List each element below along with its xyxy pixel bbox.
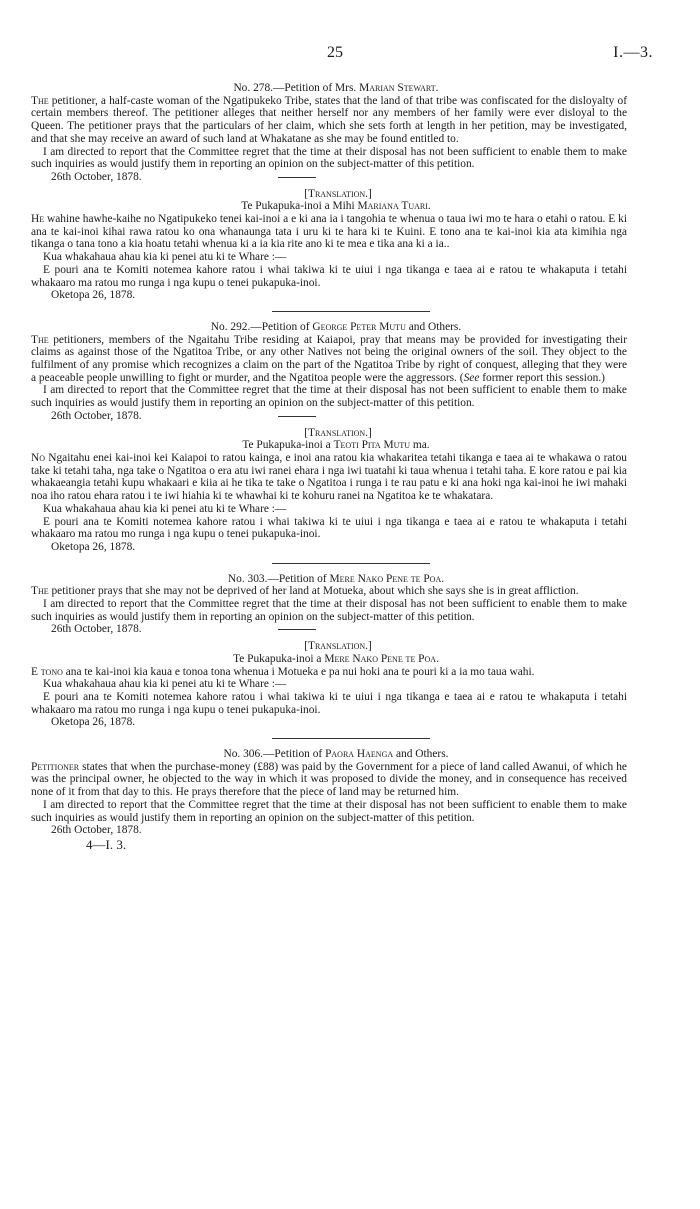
petition-title: No. 292.—Petition of George Peter Mutu and Others. (210, 320, 462, 333)
petition-summary: The petitioners, members of the Ngaitahu Tribe residing at Kaiapoi, pray that means may be provided for investigating their claims as against those of the Ngatitoa Tribe, or any other Natives not being the original owners of the soil. They object to the fulfilment of any promise which recognizes a claim on the part of the Ngatitoa Tribe by right of conquest, alleging that they were a peaceable people unwilling to fight or murder, and the Ngatitoa people were the aggressors. (See former report this session.) (31, 333, 627, 384)
section-divider (272, 563, 430, 564)
page-number: 25 (327, 44, 343, 61)
section-divider (272, 311, 430, 312)
translation-directive: Kua whakahaua ahau kia ki penei atu ki te Whare :— (43, 502, 287, 515)
translation-title: Te Pukapuka-inoi a Mere Nako Pene te Poa. (233, 652, 439, 665)
translation-label: [Translation.] (304, 640, 372, 653)
petition-303 (31, 573, 627, 729)
translation-report: E pouri ana te Komiti notemea kahore ratou i whai takiwa ki te uiui i nga tikanga e taea ai e ratou te whakaputa i tetahi whakaaro ma ratou mo runga i nga kupu o tenei pukapuka-inoi. (31, 690, 627, 716)
petition-306 (31, 748, 627, 852)
document-body (31, 82, 627, 852)
report-date: 26th October, 1878. (51, 623, 142, 636)
petition-summary: The petitioner prays that she may not be deprived of her land at Motueka, about which she says she is in great affliction. (31, 585, 579, 598)
translation-label: [Translation.] (304, 426, 372, 439)
petition-summary: The petitioner, a half-caste woman of the Ngatipukeko Tribe, states that the land of that tribe was confiscated for the disloyalty of certain members thereof. The petitioner alleges that neither herself nor any members of her family were ever disloyal to the Queen. The petitioner prays that the particulars of her claim, which she sets forth at length in her petition, may be investigated, and that she may receive an award of such land at Whakatane as she may be found entitled to. (31, 94, 627, 145)
report-date: 26th October, 1878. (51, 170, 142, 183)
petition-title: No. 306.—Petition of Paora Haenga and Others. (223, 748, 449, 761)
report-date: 26th October, 1878. (51, 409, 142, 422)
translation-summary: He wahine hawhe-kaihe no Ngatipukeko tenei kai-inoi a e ki ana ia i tangohia te whenua o taua iwi mo te hara o etahi o ratou. E ki ana te kai-inoi kihai rawa ratou ko ona whanaunga tata i uru ki te hara ki te Kuini. E tono ana te kai-inoi kia ata kimihia nga tikanga o tana tono a kia hoatu tetahi whenua ki a ia kia rite ano ki te mea e tika ana ki a ia.. (31, 213, 627, 251)
translation-summary: No Ngaitahu enei kai-inoi kei Kaiapoi to ratou kainga, e inoi ana ratou kia whakaritea tetahi tikanga e taea ai te whakawa o ratou take ki tetahi taha, nga take o Ngatitoa o era atu iwi ranei ehara i nga iwi tuatahi ki taua whenua i tetahi taha. E kore ratou e pai kia whakaeangia tetahi kupu whakaari e kiia ai he tika te take o Ngatitoa i runga i te rau patu e ki ana hoki nga kai-inoi he iwi mahaki noa iho ratou ehara ratou i te iwi hiahia ki te whawhai ki te kohuru ranei na Ngatitoa ke te whakatara. (31, 451, 627, 503)
translation-date: Oketopa 26, 1878. (51, 540, 136, 553)
signature-mark: 4—I. 3. (86, 836, 127, 852)
petition-summary: Petitioner states that when the purchase-money (£88) was paid by the Government for a piece of land called Awanui, of which he was the principal owner, he objected to the way in which it was proposed to divide the money, and in consequence has received none of it from that day to this. He prays therefore that the piece of land may be returned him. (31, 760, 627, 799)
short-rule (278, 416, 316, 417)
committee-report: I am directed to report that the Committee regret that the time at their disposal has not been sufficient to enable them to make such inquiries as would justify them in reporting an opinion on the subject-matter of this petition. (31, 798, 627, 824)
translation-date: Oketopa 26, 1878. (51, 289, 136, 302)
short-rule (278, 629, 316, 630)
section-divider (272, 738, 430, 739)
committee-report: I am directed to report that the Committee regret that the time at their disposal has not been sufficient to enable them to make such inquiries as would justify them in reporting an opinion on the subject-matter of this petition. (31, 384, 627, 410)
committee-report: I am directed to report that the Committee regret that the time at their disposal has not been sufficient to enable them to make such inquiries as would justify them in reporting an opinion on the subject-matter of this petition. (31, 598, 627, 623)
translation-directive: Kua whakahaua ahau kia ki penei atu ki te Whare :— (43, 251, 287, 264)
translation-directive: Kua whakahaua ahau kia ki penei atu ki te Whare :— (43, 678, 287, 691)
translation-title: Te Pukapuka-inoi a Teoti Pita Mutu ma. (242, 439, 430, 452)
petition-278 (31, 82, 627, 302)
report-date: 26th October, 1878. (51, 824, 142, 837)
translation-report: E pouri ana te Komiti notemea kahore ratou i whai takiwa ki te uiui i nga tikanga e taea ai e ratou te whakaputa i tetahi whakaaro ma ratou mo runga i nga kupu o tenei pukapuka-inoi. (31, 263, 627, 289)
committee-report: I am directed to report that the Committee regret that the time at their disposal has not been sufficient to enable them to make such inquiries as would justify them in reporting an opinion on the subject-matter of this petition. (31, 145, 627, 171)
petition-292 (31, 321, 627, 554)
petition-title: No. 303.—Petition of Mere Nako Pene te Poa. (227, 572, 445, 585)
translation-title: Te Pukapuka-inoi a Mihi Mariana Tuari. (241, 200, 431, 213)
translation-label: [Translation.] (304, 187, 372, 200)
translation-report: E pouri ana te Komiti notemea kahore ratou i whai takiwa ki te uiui i nga tikanga e taea ai e ratou te whakaputa i tetahi whakaaro ma ratou mo runga i nga kupu o tenei pukapuka-inoi. (31, 515, 627, 541)
petition-title: No. 278.—Petition of Mrs. Marian Stewart. (233, 82, 439, 94)
translation-summary: E tono ana te kai-inoi kia kaua e tonoa tona whenua i Motueka e pa nui hoki ana te pouri ki a ia mo taua wahi. (31, 665, 535, 678)
translation-date: Oketopa 26, 1878. (51, 716, 136, 729)
short-rule (278, 177, 316, 178)
document-reference: I.—3. (613, 44, 653, 61)
